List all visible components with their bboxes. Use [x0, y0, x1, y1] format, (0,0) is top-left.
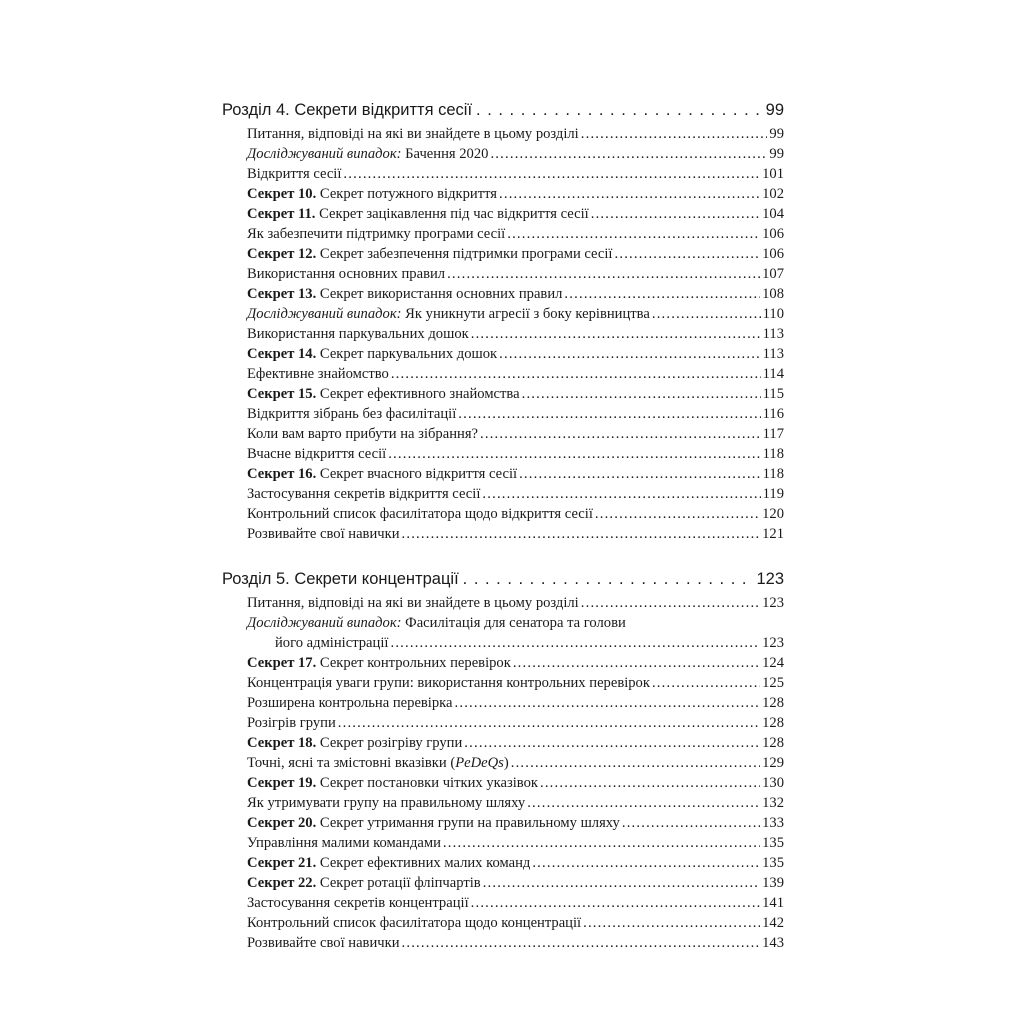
entry-title-group — [247, 384, 520, 404]
entry-page-number: 114 — [762, 366, 784, 382]
toc-entry[interactable] — [247, 913, 784, 933]
entry-page-number: 125 — [762, 675, 784, 691]
entry-title-group — [247, 913, 581, 933]
chapter-heading[interactable] — [222, 96, 784, 124]
entry-page-number: 133 — [762, 815, 784, 831]
dot-leader — [564, 284, 760, 304]
dot-leader — [455, 693, 761, 713]
entry-page-number: 99 — [769, 146, 784, 162]
toc-entry[interactable] — [247, 653, 784, 673]
entry-page-number: 128 — [762, 715, 784, 731]
entry-title: Як забезпечити підтримку програми сесії — [247, 226, 506, 242]
entry-title-group — [247, 124, 579, 144]
entry-title-group — [247, 164, 341, 184]
toc-entry[interactable] — [247, 384, 784, 404]
chapter-page-number: 99 — [765, 101, 784, 119]
entry-page-number: 107 — [762, 266, 784, 282]
case-study-label: Досліджуваний випадок: — [247, 146, 402, 162]
toc-entry[interactable] — [247, 324, 784, 344]
toc-entry[interactable] — [247, 264, 784, 284]
entry-page-number: 99 — [769, 126, 784, 142]
toc-entry[interactable] — [247, 833, 784, 853]
toc-entry[interactable] — [247, 633, 784, 653]
entry-title: Секрет утримання групи на правильному шляху — [316, 815, 620, 831]
dot-leader — [581, 593, 760, 613]
entry-title: Ефективне знайомство — [247, 366, 389, 382]
dot-leader — [595, 504, 760, 524]
toc-entry[interactable] — [247, 244, 784, 264]
entry-title: Відкриття зібрань без фасилітації — [247, 406, 457, 422]
entry-page-number: 130 — [762, 775, 784, 791]
toc-entry[interactable] — [247, 873, 784, 893]
entry-title-group — [247, 464, 517, 484]
entry-title: Використання паркувальних дошок — [247, 326, 469, 342]
toc-entry[interactable] — [247, 813, 784, 833]
secret-number: Секрет 11. — [247, 206, 316, 222]
entry-title: Секрет ефективного знайомства — [316, 386, 520, 402]
entry-title-group — [247, 773, 538, 793]
chapter-entries — [247, 593, 784, 953]
secret-number: Секрет 20. — [247, 815, 317, 831]
entry-title-group — [247, 833, 441, 853]
toc-entry[interactable] — [247, 464, 784, 484]
toc-entry[interactable] — [247, 693, 784, 713]
entry-page-number: 121 — [762, 526, 784, 542]
dot-leader — [581, 124, 768, 144]
entry-title: Розвивайте свої навички — [247, 526, 400, 542]
secret-number: Секрет 10. — [247, 186, 317, 202]
entry-page-number: 119 — [762, 486, 784, 502]
dot-leader — [390, 633, 760, 653]
dot-leader — [540, 773, 760, 793]
entry-title: Секрет вчасного відкриття сесії — [316, 466, 518, 482]
entry-title: його адміністрації — [275, 635, 389, 651]
entry-title: Розширена контрольна перевірка — [247, 695, 453, 711]
entry-title-group — [247, 933, 400, 953]
entry-title-group — [247, 424, 478, 444]
dot-leader — [343, 164, 760, 184]
entry-title-group — [247, 444, 386, 464]
toc-body — [222, 96, 784, 953]
toc-entry[interactable] — [247, 124, 784, 144]
entry-title: Фасилітація для сенатора та голови — [401, 615, 626, 631]
entry-page-number: 115 — [762, 386, 784, 402]
entry-page-number: 117 — [762, 426, 784, 442]
entry-title: Секрет постановки чітких указівок — [316, 775, 538, 791]
secret-number: Секрет 16. — [247, 466, 317, 482]
toc-entry[interactable] — [247, 793, 784, 813]
toc-entry[interactable] — [247, 753, 784, 773]
toc-entry[interactable] — [247, 344, 784, 364]
entry-page-number: 113 — [762, 346, 784, 362]
toc-entry[interactable] — [247, 444, 784, 464]
toc-entry[interactable] — [247, 893, 784, 913]
entry-title-group — [275, 633, 388, 653]
toc-entry[interactable] — [247, 184, 784, 204]
entry-title: Секрет використання основних правил — [316, 286, 563, 302]
entry-title: Використання основних правил — [247, 266, 446, 282]
entry-page-number: 128 — [762, 695, 784, 711]
entry-page-number: 143 — [762, 935, 784, 951]
dot-leader — [499, 184, 760, 204]
dot-leader — [652, 304, 761, 324]
toc-entry[interactable] — [247, 933, 784, 953]
toc-entry[interactable] — [247, 593, 784, 613]
entry-title-group — [247, 893, 469, 913]
chapter-title: Розділ 5. Секрети концентрації — [222, 570, 459, 588]
dot-leader — [402, 933, 761, 953]
entry-title-group — [247, 733, 462, 753]
dot-leader — [511, 753, 760, 773]
dot-leader — [522, 384, 761, 404]
secret-number: Секрет 17. — [247, 655, 317, 671]
dot-leader — [447, 264, 760, 284]
toc-entry[interactable] — [247, 424, 784, 444]
entry-title-group — [247, 224, 505, 244]
entry-page-number: 141 — [762, 895, 784, 911]
secret-number: Секрет 14. — [247, 346, 317, 362]
toc-entry[interactable] — [247, 773, 784, 793]
entry-page-number: 139 — [762, 875, 784, 891]
toc-entry[interactable] — [247, 524, 784, 544]
entry-title-group — [247, 524, 400, 544]
entry-title: Секрет ротації фліпчартів — [316, 875, 481, 891]
entry-title-group — [247, 713, 336, 733]
entry-page-number: 118 — [762, 446, 784, 462]
dot-leader — [480, 424, 761, 444]
entry-title: Застосування секретів відкриття сесії — [247, 486, 481, 502]
entry-title-group — [247, 144, 488, 164]
entry-page-number: 102 — [762, 186, 784, 202]
dot-leader — [490, 144, 767, 164]
entry-title: Секрет контрольних перевірок — [316, 655, 511, 671]
entry-title: Розвивайте свої навички — [247, 935, 400, 951]
dot-leader — [622, 813, 760, 833]
entry-title: Контрольний список фасилітатора щодо концентрації — [247, 915, 582, 931]
dot-leader — [532, 853, 760, 873]
entry-title: Бачення 2020 — [401, 146, 489, 162]
toc-entry[interactable] — [247, 144, 784, 164]
dot-leader — [471, 893, 760, 913]
entry-title-group — [247, 324, 469, 344]
entry-title-group — [247, 653, 511, 673]
toc-entry[interactable] — [247, 733, 784, 753]
toc-entry[interactable] — [247, 204, 784, 224]
entry-page-number: 142 — [762, 915, 784, 931]
entry-title: Секрет ефективних малих команд — [316, 855, 531, 871]
chapter-heading[interactable] — [222, 565, 784, 593]
entry-title: Розігрів групи — [247, 715, 336, 731]
entry-title: Вчасне відкриття сесії — [247, 446, 387, 462]
chapter-entries — [247, 124, 784, 544]
entry-page-number: 132 — [762, 795, 784, 811]
entry-page-number: 124 — [762, 655, 784, 671]
dot-leader — [652, 673, 760, 693]
dot-leader — [463, 565, 753, 593]
entry-title-group — [247, 613, 626, 633]
entry-page-number: 120 — [762, 506, 784, 522]
dot-leader — [388, 444, 760, 464]
entry-title-group — [247, 593, 579, 613]
secret-number: Секрет 15. — [247, 386, 317, 402]
case-study-label: Досліджуваний випадок: — [247, 306, 402, 322]
entry-title: Секрет зацікавлення під час відкриття сесії — [315, 206, 589, 222]
entry-title: Секрет забезпечення підтримки програми сесії — [316, 246, 613, 262]
dot-leader — [471, 324, 761, 344]
entry-title-group — [247, 793, 525, 813]
dot-leader — [483, 873, 760, 893]
entry-page-number: 106 — [762, 226, 784, 242]
dot-leader — [615, 244, 761, 264]
entry-title-group — [247, 484, 480, 504]
entry-title: Питання, відповіді на які ви знайдете в цьому розділі — [247, 595, 579, 611]
dot-leader — [338, 713, 760, 733]
entry-page-number: 110 — [762, 306, 784, 322]
entry-page-number: 123 — [762, 595, 784, 611]
entry-title: Питання, відповіді на які ви знайдете в цьому розділі — [247, 126, 579, 142]
entry-title-group — [247, 673, 650, 693]
dot-leader — [464, 733, 760, 753]
secret-number: Секрет 22. — [247, 875, 317, 891]
secret-number: Секрет 18. — [247, 735, 317, 751]
entry-title: Контрольний список фасилітатора щодо відкриття сесії — [247, 506, 593, 522]
entry-title: Секрет розігріву групи — [316, 735, 463, 751]
entry-title: Управління малими командами — [247, 835, 441, 851]
entry-title: Точні, ясні та змістовні вказівки ( — [247, 755, 456, 771]
dot-leader — [476, 96, 762, 124]
entry-title-group — [247, 873, 481, 893]
toc-entry[interactable] — [247, 404, 784, 424]
dot-leader — [507, 224, 760, 244]
dot-leader — [527, 793, 760, 813]
entry-title: Як уникнути агресії з боку керівництва — [401, 306, 650, 322]
entry-title-suffix: ) — [503, 755, 509, 771]
entry-title-group — [247, 693, 453, 713]
entry-title: Відкриття сесії — [247, 166, 342, 182]
entry-title-group — [247, 264, 445, 284]
entry-page-number: 113 — [762, 326, 784, 342]
entry-page-number: 108 — [762, 286, 784, 302]
chapter-title: Розділ 4. Секрети відкриття сесії — [222, 101, 473, 119]
chapter-page-number: 123 — [756, 570, 784, 588]
dot-leader — [591, 204, 760, 224]
entry-title: Як утримувати групу на правильному шляху — [247, 795, 526, 811]
entry-title-group — [247, 304, 650, 324]
entry-page-number: 118 — [762, 466, 784, 482]
toc-entry[interactable] — [247, 364, 784, 384]
entry-title: Секрет потужного відкриття — [316, 186, 497, 202]
entry-page-number: 106 — [762, 246, 784, 262]
toc-entry[interactable] — [247, 304, 784, 324]
entry-title-group — [247, 813, 620, 833]
toc-entry[interactable] — [247, 504, 784, 524]
toc-entry[interactable] — [247, 613, 784, 633]
entry-page-number: 104 — [762, 206, 784, 222]
secret-number: Секрет 13. — [247, 286, 317, 302]
entry-title: Застосування секретів концентрації — [247, 895, 469, 911]
entry-page-number: 135 — [762, 855, 784, 871]
table-of-contents — [222, 96, 784, 953]
secret-number: Секрет 12. — [247, 246, 317, 262]
entry-title: Секрет паркувальних дошок — [316, 346, 498, 362]
entry-title-group — [247, 344, 497, 364]
case-study-label: Досліджуваний випадок: — [247, 615, 402, 631]
entry-page-number: 128 — [762, 735, 784, 751]
entry-title: Концентрація уваги групи: використання контрольних перевірок — [247, 675, 650, 691]
toc-entry[interactable] — [247, 224, 784, 244]
toc-entry[interactable] — [247, 853, 784, 873]
secret-number: Секрет 21. — [247, 855, 317, 871]
entry-title-group — [247, 504, 593, 524]
entry-page-number: 129 — [762, 755, 784, 771]
dot-leader — [402, 524, 761, 544]
entry-title-group — [247, 204, 589, 224]
dot-leader — [519, 464, 761, 484]
toc-entry[interactable] — [247, 673, 784, 693]
secret-number: Секрет 19. — [247, 775, 317, 791]
entry-title-group — [247, 853, 530, 873]
entry-title-group — [247, 404, 456, 424]
entry-page-number: 116 — [762, 406, 784, 422]
toc-entry[interactable] — [247, 284, 784, 304]
entry-title-group — [247, 364, 389, 384]
entry-title-group — [247, 284, 562, 304]
entry-title-group — [247, 753, 509, 773]
dot-leader — [513, 653, 760, 673]
entry-title-italic: PeDeQs — [455, 755, 504, 771]
entry-title-group — [247, 184, 497, 204]
entry-title-group — [247, 244, 613, 264]
toc-entry[interactable] — [247, 484, 784, 504]
entry-page-number: 135 — [762, 835, 784, 851]
entry-title: Коли вам варто прибути на зібрання? — [247, 426, 479, 442]
dot-leader — [443, 833, 760, 853]
dot-leader — [482, 484, 760, 504]
dot-leader — [583, 913, 760, 933]
toc-entry[interactable] — [247, 713, 784, 733]
chapter-gap — [222, 544, 784, 565]
dot-leader — [499, 344, 761, 364]
toc-entry[interactable] — [247, 164, 784, 184]
dot-leader — [458, 404, 760, 424]
dot-leader — [391, 364, 761, 384]
entry-page-number: 123 — [762, 635, 784, 651]
entry-page-number: 101 — [762, 166, 784, 182]
